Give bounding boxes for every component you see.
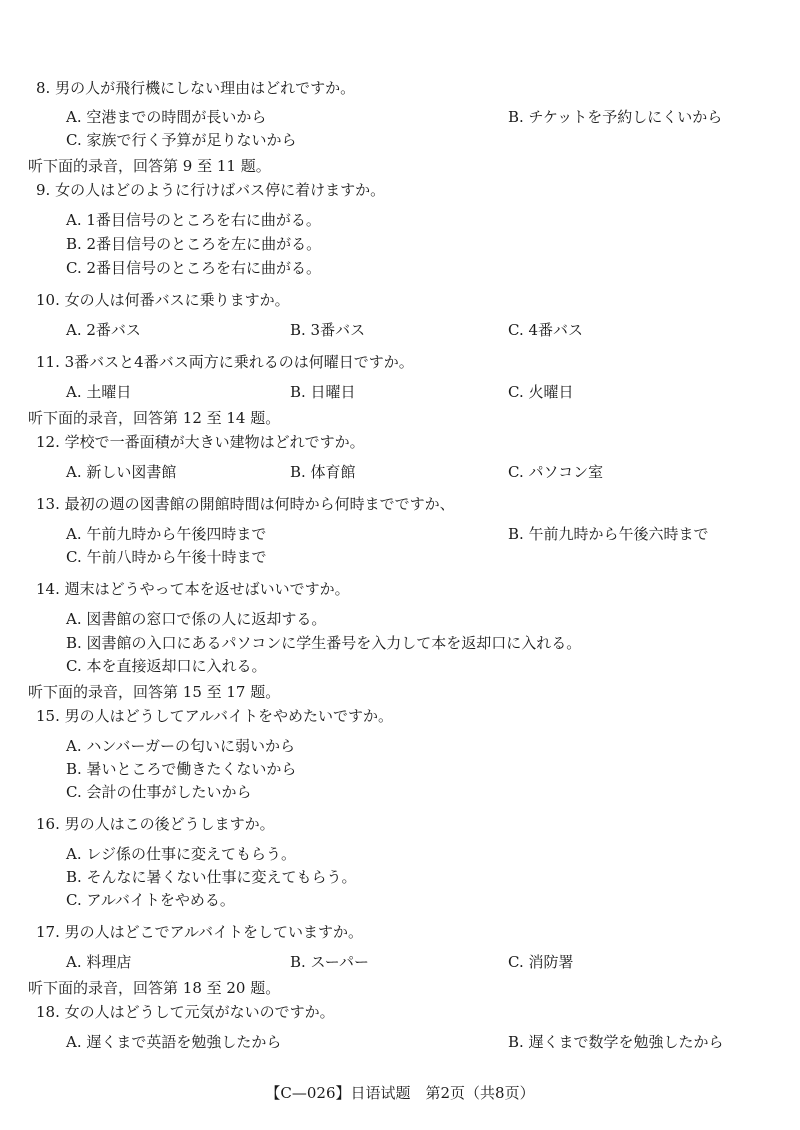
question-18-stem: 18. 女の人はどうして元気がないのですか。 [36,1003,335,1021]
section-instruction-15-17: 听下面的录音，回答第 15 至 17 题。 [28,683,281,701]
question-8-stem: 8. 男の人が飛行機にしない理由はどれですか。 [36,79,356,97]
question-14-option-b: B. 図書館の入口にあるパソコンに学生番号を入力して本を返却口に入れる。 [66,634,582,652]
question-12-option-c: C. パソコン室 [508,463,604,481]
question-9-stem: 9. 女の人はどのように行けばバス停に着けますか。 [36,181,386,199]
question-8-option-c: C. 家族で行く予算が足りないから [66,131,297,149]
question-13-option-a: A. 午前九時から午後四時まで [66,525,267,543]
question-11-option-b: B. 日曜日 [290,383,356,401]
question-11-option-c: C. 火曜日 [508,383,574,401]
question-8-option-a: A. 空港までの時間が長いから [66,108,267,126]
question-10-option-c: C. 4番バス [508,321,584,339]
question-16-option-b: B. そんなに暑くない仕事に変えてもらう。 [66,868,357,886]
question-16-stem: 16. 男の人はこの後どうしますか。 [36,815,275,833]
question-10-stem: 10. 女の人は何番バスに乗りますか。 [36,291,290,309]
question-17-stem: 17. 男の人はどこでアルバイトをしていますか。 [36,923,363,941]
question-15-stem: 15. 男の人はどうしてアルバイトをやめたいですか。 [36,707,393,725]
question-11-option-a: A. 土曜日 [66,383,132,401]
question-17-option-b: B. スーパー [290,953,370,971]
question-12-stem: 12. 学校で一番面積が大きい建物はどれですか。 [36,433,365,451]
question-10-option-b: B. 3番バス [290,321,366,339]
section-instruction-9-11: 听下面的录音，回答第 9 至 11 题。 [28,157,271,175]
question-13-stem: 13. 最初の週の図書館の開館時間は何時から何時までですか、 [36,495,455,513]
question-15-option-c: C. 会計の仕事がしたいから [66,783,252,801]
question-14-option-a: A. 図書館の窓口で係の人に返却する。 [66,610,327,628]
question-10-option-a: A. 2番バス [66,321,141,339]
question-8-option-b: B. チケットを予約しにくいから [508,108,723,126]
page-footer: 【C—026】日语试题 第2页（共8页） [265,1084,535,1102]
section-instruction-12-14: 听下面的录音，回答第 12 至 14 题。 [28,409,281,427]
question-17-option-a: A. 料理店 [66,953,132,971]
question-14-option-c: C. 本を直接返却口に入れる。 [66,657,267,675]
question-17-option-c: C. 消防署 [508,953,574,971]
question-9-option-b: B. 2番目信号のところを左に曲がる。 [66,235,322,253]
section-instruction-18-20: 听下面的录音，回答第 18 至 20 题。 [28,979,281,997]
question-12-option-b: B. 体育館 [290,463,356,481]
question-13-option-c: C. 午前八時から午後十時まで [66,548,267,566]
question-15-option-a: A. ハンバーガーの匂いに弱いから [66,737,296,755]
question-12-option-a: A. 新しい図書館 [66,463,177,481]
question-16-option-a: A. レジ係の仕事に変えてもらう。 [66,845,296,863]
question-16-option-c: C. アルバイトをやめる。 [66,891,235,909]
question-14-stem: 14. 週末はどうやって本を返せばいいですか。 [36,580,350,598]
question-13-option-b: B. 午前九時から午後六時まで [508,525,709,543]
question-15-option-b: B. 暑いところで働きたくないから [66,760,297,778]
question-9-option-a: A. 1番目信号のところを右に曲がる。 [66,211,321,229]
question-9-option-c: C. 2番目信号のところを右に曲がる。 [66,259,322,277]
question-11-stem: 11. 3番バスと4番バス両方に乗れるのは何曜日ですか。 [36,353,414,371]
question-18-option-b: B. 遅くまで数学を勉強したから [508,1033,724,1051]
question-18-option-a: A. 遅くまで英語を勉強したから [66,1033,282,1051]
